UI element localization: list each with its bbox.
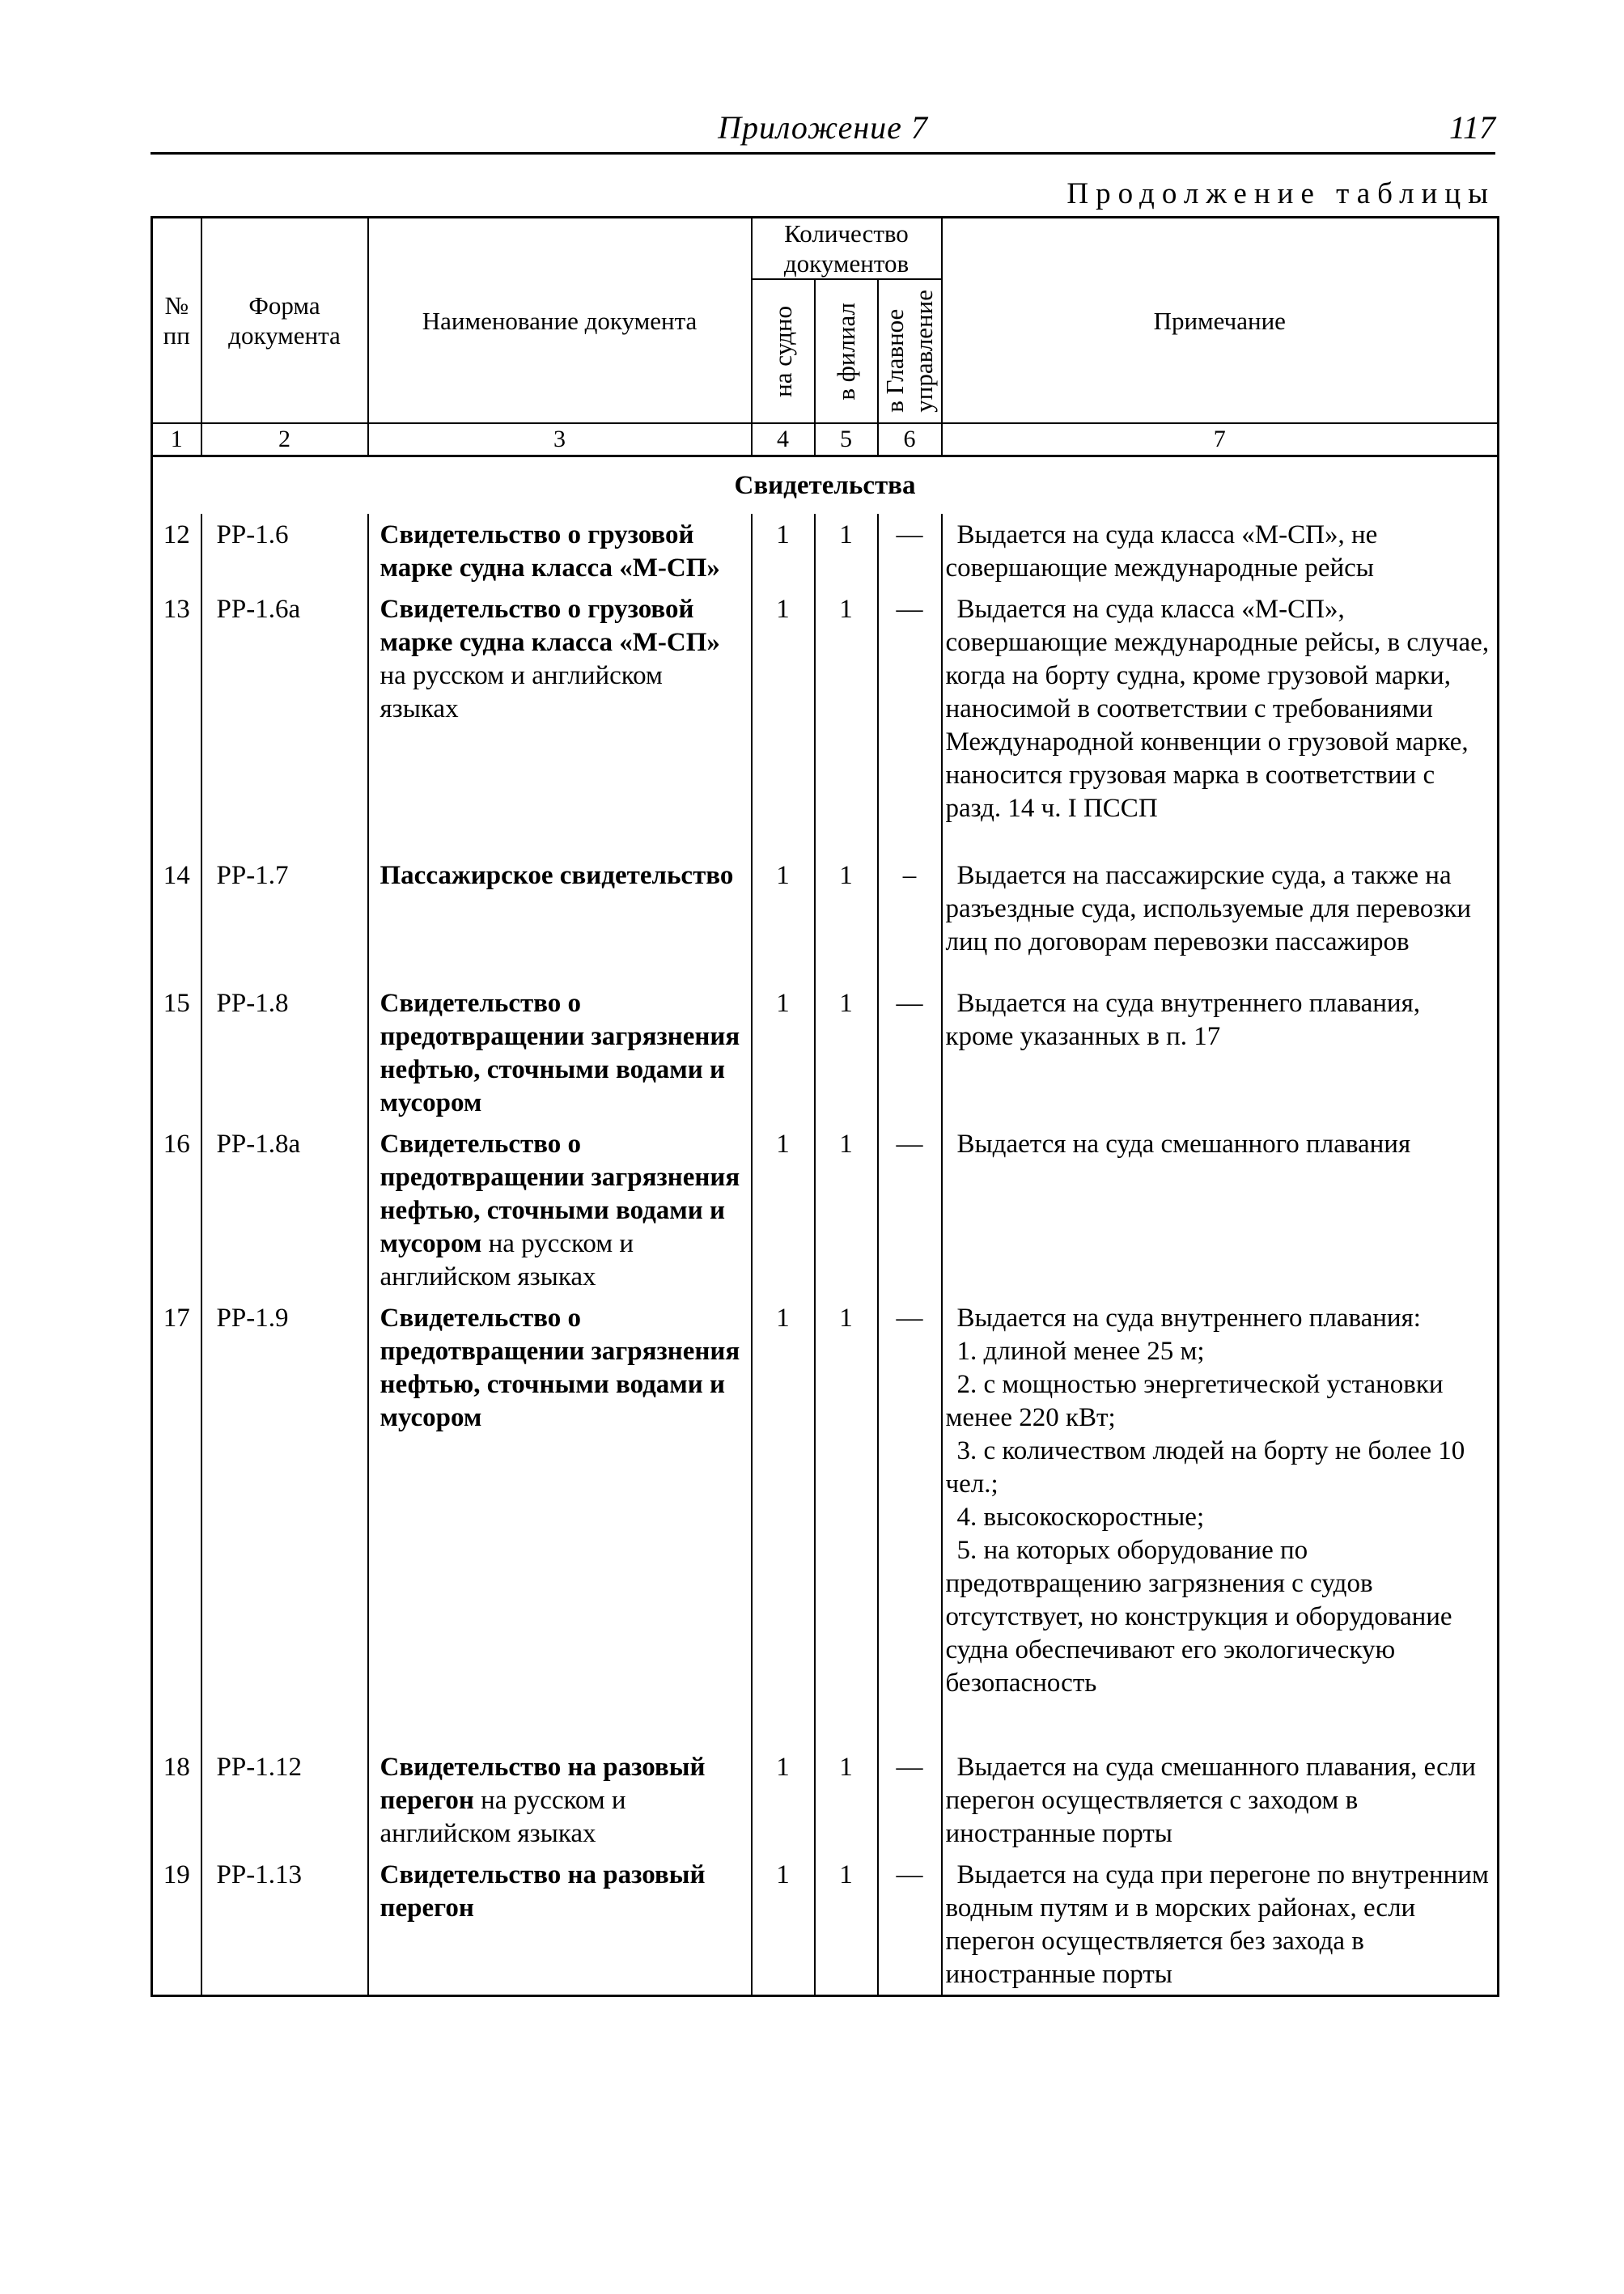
- row-number: 12: [152, 514, 201, 588]
- header-note: Примечание: [942, 218, 1499, 424]
- note-line: 3. с количеством людей на борту не более 10 чел.;: [945, 1436, 1465, 1499]
- section-row: [152, 456, 1499, 515]
- note-line: Выдается на пассажирские суда, а также на разъездные суда, используемые для перевозки лиц по договорам перевозки пассажиров: [945, 861, 1472, 956]
- document-name-bold: Свидетельство о предотвращении загрязнения нефтью, сточными водами и мусором: [379, 1304, 740, 1432]
- page-number: 117: [1448, 109, 1495, 146]
- count-ship: 1: [752, 1297, 815, 1746]
- row-number: 15: [152, 982, 201, 1123]
- count-ship: 1: [752, 588, 815, 854]
- count-main: —: [878, 1746, 942, 1854]
- note-line: 4. высокоскоростные;: [956, 1503, 1205, 1532]
- count-ship: 1: [752, 1854, 815, 1996]
- header-count-ship: на судно: [752, 279, 815, 423]
- count-branch: 1: [815, 1746, 878, 1854]
- form-code: РР-1.13: [201, 1854, 368, 1996]
- note: [942, 514, 1499, 588]
- document-name-regular: на русском и английском языках: [379, 1786, 626, 1848]
- document-name-regular: на русском и английском языках: [379, 661, 663, 723]
- column-number: 5: [815, 423, 878, 456]
- row-number: 13: [152, 588, 201, 854]
- document-name-bold: Свидетельство о предотвращении загрязнения нефтью, сточными водами и мусором: [379, 989, 740, 1117]
- count-main: —: [878, 514, 942, 588]
- document-name: [368, 854, 752, 982]
- document-name: [368, 1123, 752, 1297]
- row-number: 18: [152, 1746, 201, 1854]
- note: [942, 1746, 1499, 1854]
- count-branch: 1: [815, 514, 878, 588]
- document-name: [368, 1854, 752, 1996]
- count-ship: 1: [752, 982, 815, 1123]
- count-ship: 1: [752, 514, 815, 588]
- header-name: Наименование документа: [368, 218, 752, 424]
- document-name: [368, 514, 752, 588]
- table-row: [152, 514, 1499, 588]
- column-number: 1: [152, 423, 201, 456]
- count-ship: 1: [752, 854, 815, 982]
- table-row: [152, 588, 1499, 854]
- form-code: РР-1.7: [201, 854, 368, 982]
- count-branch: 1: [815, 588, 878, 854]
- document-name: [368, 1746, 752, 1854]
- count-main: —: [878, 982, 942, 1123]
- document-name: [368, 1297, 752, 1746]
- row-number: 19: [152, 1854, 201, 1996]
- table-row: [152, 1854, 1499, 1996]
- document-name-bold: Пассажирское свидетельство: [379, 861, 734, 890]
- document-name: [368, 982, 752, 1123]
- note-line: Выдается на суда класса «М-СП», не совершающие международные рейсы: [945, 520, 1378, 583]
- table-row: [152, 854, 1499, 982]
- note-line: 2. с мощностью энергетической установки менее 220 кВт;: [945, 1370, 1444, 1432]
- note: [942, 854, 1499, 982]
- note: [942, 982, 1499, 1123]
- count-branch: 1: [815, 1297, 878, 1746]
- column-number: 4: [752, 423, 815, 456]
- count-main: –: [878, 854, 942, 982]
- form-code: РР-1.12: [201, 1746, 368, 1854]
- note: [942, 588, 1499, 854]
- count-main: —: [878, 1123, 942, 1297]
- note-line: 1. длиной менее 25 м;: [956, 1337, 1205, 1366]
- note-line: Выдается на суда класса «М-СП», совершающие международные рейсы, в случае, когда на борту судна, кроме грузовой марки, наносимой в соответствии с требованиями Международной конвенции о грузовой марке, наносится грузовая марка в соответствии с разд. 14 ч. I ПССП: [945, 595, 1490, 823]
- note-line: 5. на которых оборудование по предотвращению загрязнения с судов отсутствует, но конструкция и оборудование судна обеспечивают его экологическую безопасность: [945, 1536, 1452, 1698]
- count-main: —: [878, 588, 942, 854]
- header-form: Форма документа: [201, 218, 368, 424]
- note-line: Выдается на суда смешанного плавания: [956, 1130, 1411, 1159]
- page-title: Приложение 7: [718, 109, 928, 146]
- header-count-main: в Главное управление: [878, 279, 942, 423]
- column-number: 2: [201, 423, 368, 456]
- count-ship: 1: [752, 1746, 815, 1854]
- note-line: Выдается на суда при перегоне по внутренним водным путям и в морских районах, если перегон осуществляется без захода в иностранные порты: [945, 1860, 1489, 1989]
- document-name: [368, 588, 752, 854]
- row-number: 17: [152, 1297, 201, 1746]
- table-row: [152, 982, 1499, 1123]
- row-number: 14: [152, 854, 201, 982]
- document-name-bold: Свидетельство о предотвращении загрязнения нефтью, сточными водами и мусором: [379, 1130, 740, 1258]
- count-branch: 1: [815, 982, 878, 1123]
- column-number: 6: [878, 423, 942, 456]
- note-line: Выдается на суда внутреннего плавания, кроме указанных в п. 17: [945, 989, 1421, 1051]
- page-header: [151, 104, 1495, 155]
- note-line: Выдается на суда смешанного плавания, если перегон осуществляется с заходом в иностранные порты: [945, 1753, 1476, 1848]
- note: [942, 1123, 1499, 1297]
- table-continuation-label: Продолжение таблицы: [1066, 177, 1495, 210]
- column-numbers-row: [152, 423, 1499, 456]
- table-row: [152, 1123, 1499, 1297]
- count-branch: 1: [815, 1854, 878, 1996]
- document-name-bold: Свидетельство о грузовой марке судна класса «М-СП»: [379, 595, 720, 657]
- note: [942, 1297, 1499, 1746]
- form-code: РР-1.8а: [201, 1123, 368, 1297]
- note-line: Выдается на суда внутреннего плавания:: [956, 1304, 1421, 1333]
- count-main: —: [878, 1297, 942, 1746]
- document-name-regular: на русском и английском языках: [379, 1229, 634, 1291]
- header-count-branch: в филиал: [815, 279, 878, 423]
- document-name-bold: Свидетельство о грузовой марке судна класса «М-СП»: [379, 520, 720, 583]
- count-branch: 1: [815, 1123, 878, 1297]
- header-no: № пп: [152, 218, 201, 424]
- count-branch: 1: [815, 854, 878, 982]
- table-row: [152, 1297, 1499, 1746]
- count-main: —: [878, 1854, 942, 1996]
- section-title: Свидетельства: [152, 456, 1499, 515]
- form-code: РР-1.9: [201, 1297, 368, 1746]
- form-code: РР-1.6а: [201, 588, 368, 854]
- header-count-group: Количество документов: [752, 218, 942, 280]
- row-number: 16: [152, 1123, 201, 1297]
- column-number: 7: [942, 423, 1499, 456]
- table-row: [152, 1746, 1499, 1854]
- document-name-bold: Свидетельство на разовый перегон: [379, 1860, 706, 1923]
- form-code: РР-1.8: [201, 982, 368, 1123]
- count-ship: 1: [752, 1123, 815, 1297]
- column-number: 3: [368, 423, 752, 456]
- note: [942, 1854, 1499, 1996]
- documents-table: [151, 216, 1499, 1997]
- document-name-bold: Свидетельство на разовый перегон: [379, 1753, 706, 1815]
- form-code: РР-1.6: [201, 514, 368, 588]
